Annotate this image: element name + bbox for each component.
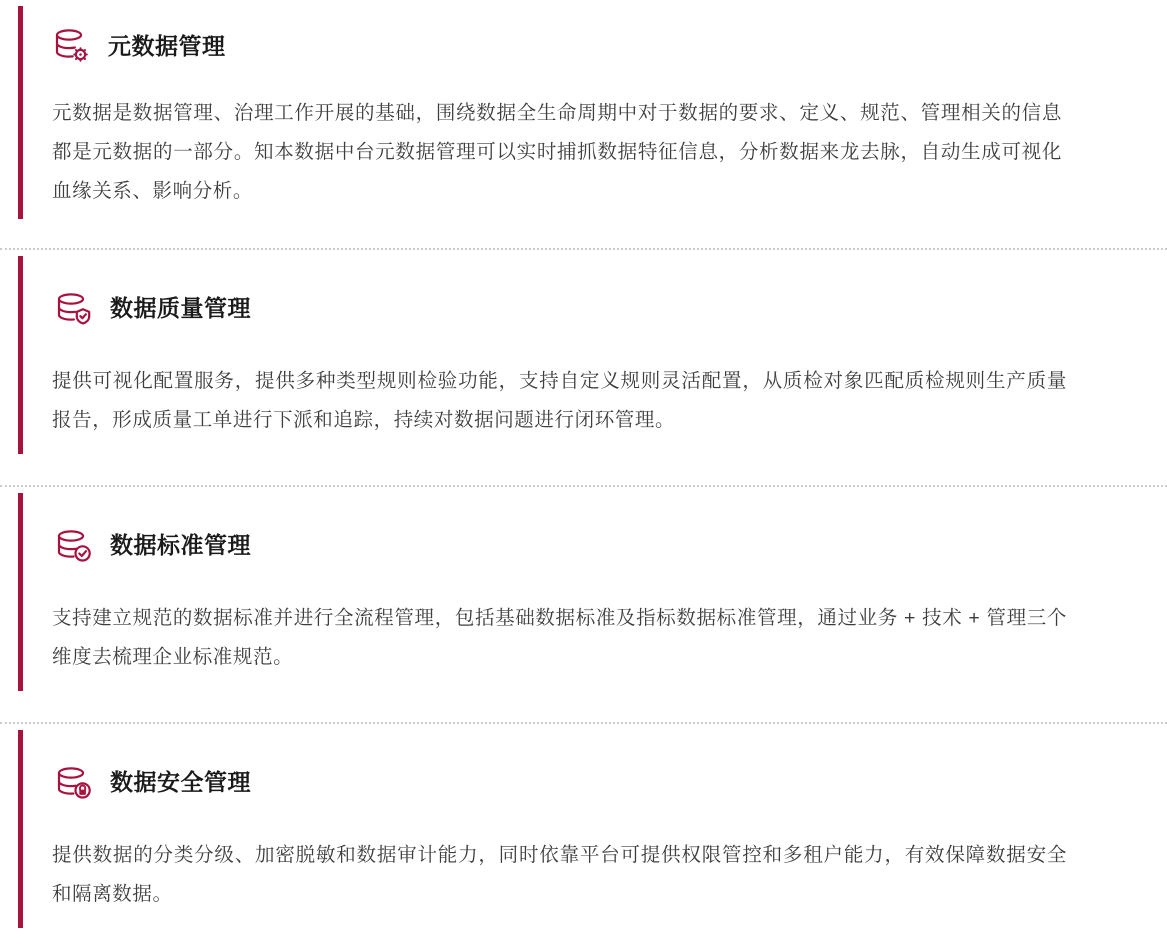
feature-title: 元数据管理 bbox=[108, 33, 226, 59]
feature-item-data-quality-management bbox=[0, 250, 1167, 466]
feature-title: 数据安全管理 bbox=[110, 769, 251, 796]
feature-header bbox=[52, 250, 1067, 346]
feature-header bbox=[52, 0, 1062, 84]
feature-description: 元数据是数据管理、治理工作开展的基础，围绕数据全生命周期中对于数据的要求、定义、规范、管理相关的信息都是元数据的一部分。知本数据中台元数据管理可以实时捕抓数据特征信息，分析数据来龙去脉，自动生成可视化血缘关系、影响分析。 bbox=[52, 101, 1062, 202]
feature-description: 提供数据的分类分级、加密脱敏和数据审计能力，同时依靠平台可提供权限管控和多租户能力，有效保障数据安全和隔离数据。 bbox=[52, 843, 1067, 905]
feature-title: 数据标准管理 bbox=[110, 532, 251, 559]
feature-header bbox=[52, 724, 1067, 820]
database-check-icon bbox=[52, 524, 96, 568]
feature-item-data-security-management bbox=[0, 724, 1167, 940]
database-gear-icon bbox=[50, 25, 94, 69]
feature-header bbox=[52, 487, 1067, 583]
database-shield-check-icon bbox=[52, 287, 96, 331]
feature-title: 数据质量管理 bbox=[110, 295, 251, 322]
feature-item-data-standard-management bbox=[0, 487, 1167, 703]
database-lock-icon bbox=[52, 761, 96, 805]
feature-description: 提供可视化配置服务，提供多种类型规则检验功能，支持自定义规则灵活配置，从质检对象匹配质检规则生产质量报告，形成质量工单进行下派和追踪，持续对数据问题进行闭环管理。 bbox=[52, 369, 1067, 431]
feature-item-metadata-management bbox=[0, 0, 1167, 229]
feature-description: 支持建立规范的数据标准并进行全流程管理，包括基础数据标准及指标数据标准管理，通过业务 + 技术 + 管理三个维度去梳理企业标准规范。 bbox=[52, 606, 1067, 668]
